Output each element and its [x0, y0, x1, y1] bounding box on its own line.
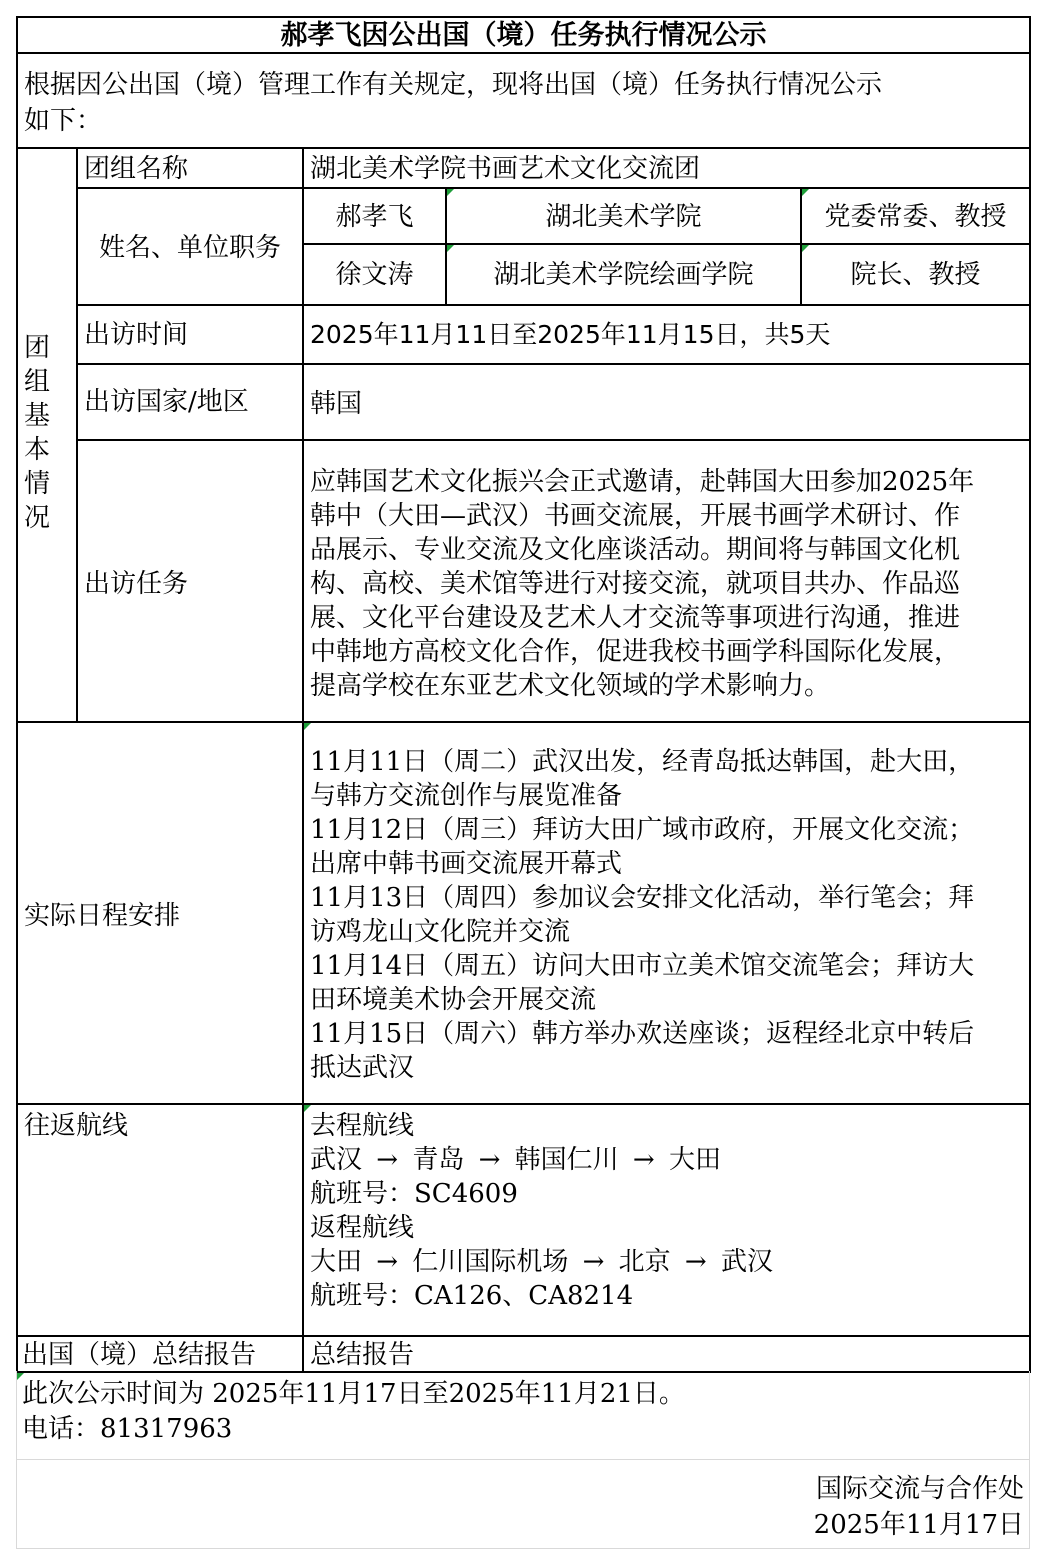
visit-time-label-cell: [76, 304, 304, 365]
visit-task-line: 韩中（大田—武汉）书画交流展，开展书画学术研讨、作: [310, 501, 961, 531]
route-value-cell: [302, 1103, 1031, 1337]
visit-task-label: 出访任务: [84, 569, 189, 599]
section-label-char: 本: [23, 435, 50, 465]
route-return-heading: 返程航线: [310, 1213, 415, 1243]
visit-task-line: 中韩地方高校文化合作，促进我校书画学科国际化发展，: [310, 637, 961, 667]
group-name-label-cell: [76, 147, 304, 189]
report-value-cell: [302, 1335, 1031, 1373]
schedule-label-cell: [16, 721, 304, 1105]
gridline: [16, 1548, 1030, 1549]
visit-task-line: 提高学校在东亚艺术文化领域的学术影响力。: [310, 671, 831, 701]
gridline: [16, 1459, 1030, 1460]
title-cell: [16, 16, 1031, 54]
section-label-char: 组: [23, 367, 50, 397]
route-return-flight: 航班号：CA126、CA8214: [310, 1281, 634, 1311]
intro-cell: [16, 52, 1031, 149]
cell-marker-icon: [802, 189, 809, 196]
publicity-period: 此次公示时间为 2025年11月17日至2025年11月21日。: [22, 1379, 685, 1409]
section-label-char: 团: [23, 333, 50, 363]
member-position: 院长、教授: [850, 260, 981, 290]
member-unit-cell: [445, 187, 802, 245]
members-label-cell: [76, 187, 304, 306]
member-unit: 湖北美术学院绘画学院: [493, 260, 754, 290]
schedule-line: 抵达武汉: [310, 1053, 415, 1083]
section-label-char: 基: [23, 401, 50, 431]
member-unit: 湖北美术学院: [545, 202, 702, 232]
report-value: 总结报告: [310, 1340, 415, 1370]
route-label: 往返航线: [24, 1111, 129, 1141]
cell-marker-icon: [802, 245, 809, 252]
cell-marker-icon: [447, 189, 454, 196]
schedule-line: 11月12日（周三）拜访大田广域市政府，开展文化交流；: [310, 815, 975, 845]
visit-country-value: 韩国: [310, 389, 363, 419]
member-position: 党委常委、教授: [824, 202, 1007, 232]
cell-marker-icon: [304, 723, 311, 730]
visit-task-line: 品展示、专业交流及文化座谈活动。期间将与韩国文化机: [310, 535, 961, 565]
visit-task-label-cell: [76, 439, 304, 723]
visit-task-line: 应韩国艺术文化振兴会正式邀请，赴韩国大田参加2025年: [310, 467, 975, 497]
gridline: [1029, 1371, 1030, 1549]
issue-date: 2025年11月17日: [813, 1510, 1024, 1540]
route-return-path: 大田 → 仁川国际机场 → 北京 → 武汉: [310, 1247, 773, 1277]
visit-country-label: 出访国家/地区: [84, 387, 249, 417]
visit-time-value-cell: [302, 304, 1031, 365]
members-label: 姓名、单位职务: [98, 233, 281, 263]
member-name-cell: [302, 243, 447, 306]
member-name: 郝孝飞: [335, 202, 414, 232]
section-label-char: 情: [23, 469, 50, 499]
route-outbound-heading: 去程航线: [310, 1111, 415, 1141]
schedule-label: 实际日程安排: [24, 901, 181, 931]
member-name: 徐文涛: [335, 260, 414, 290]
route-outbound-path: 武汉 → 青岛 → 韩国仁川 → 大田: [310, 1145, 721, 1175]
report-label-cell: [16, 1335, 304, 1373]
group-name-label: 团组名称: [84, 154, 189, 184]
issuing-office: 国际交流与合作处: [815, 1474, 1024, 1504]
contact-phone: 电话：81317963: [22, 1414, 233, 1444]
gridline: [16, 1371, 17, 1549]
visit-country-label-cell: [76, 363, 304, 441]
schedule-line: 11月11日（周二）武汉出发，经青岛抵达韩国，赴大田，: [310, 747, 975, 777]
schedule-line: 11月14日（周五）访问大田市立美术馆交流笔会；拜访大: [310, 951, 975, 981]
visit-task-value-cell: [302, 439, 1031, 723]
schedule-line: 11月13日（周四）参加议会安排文化活动，举行笔会；拜: [310, 883, 975, 913]
section-label-cell: [16, 147, 78, 723]
section-label: [18, 331, 56, 535]
visit-time-label: 出访时间: [84, 320, 189, 350]
schedule-value-cell: [302, 721, 1031, 1105]
route-label-cell: [16, 1103, 304, 1337]
section-label-char: 况: [23, 503, 50, 533]
visit-task-line: 展、文化平台建设及艺术人才交流等事项进行沟通，推进: [310, 603, 961, 633]
intro-line-1: 根据因公出国（境）管理工作有关规定，现将出国（境）任务执行情况公示: [24, 70, 883, 100]
member-position-cell: [800, 243, 1031, 306]
visit-task-line: 构、高校、美术馆等进行对接交流，就项目共办、作品巡: [310, 569, 961, 599]
report-label: 出国（境）总结报告: [22, 1340, 257, 1370]
schedule-line: 田环境美术协会开展交流: [310, 985, 597, 1015]
cell-marker-icon: [447, 245, 454, 252]
schedule-line: 与韩方交流创作与展览准备: [310, 781, 623, 811]
schedule-line: 11月15日（周六）韩方举办欢送座谈；返程经北京中转后: [310, 1019, 975, 1049]
schedule-line: 出席中韩书画交流展开幕式: [310, 849, 623, 879]
member-position-cell: [800, 187, 1031, 245]
group-name-value-cell: [302, 147, 1031, 189]
member-unit-cell: [445, 243, 802, 306]
member-name-cell: [302, 187, 447, 245]
visit-country-value-cell: [302, 363, 1031, 441]
route-outbound-flight: 航班号：SC4609: [310, 1179, 518, 1209]
intro-line-2: 如下：: [24, 106, 103, 136]
group-name-value: 湖北美术学院书画艺术文化交流团: [310, 154, 701, 184]
schedule-line: 访鸡龙山文化院并交流: [310, 917, 571, 947]
visit-time-value: 2025年11月11日至2025年11月15日，共5天: [310, 320, 831, 349]
page-title: 郝孝飞因公出国（境）任务执行情况公示: [280, 20, 767, 51]
